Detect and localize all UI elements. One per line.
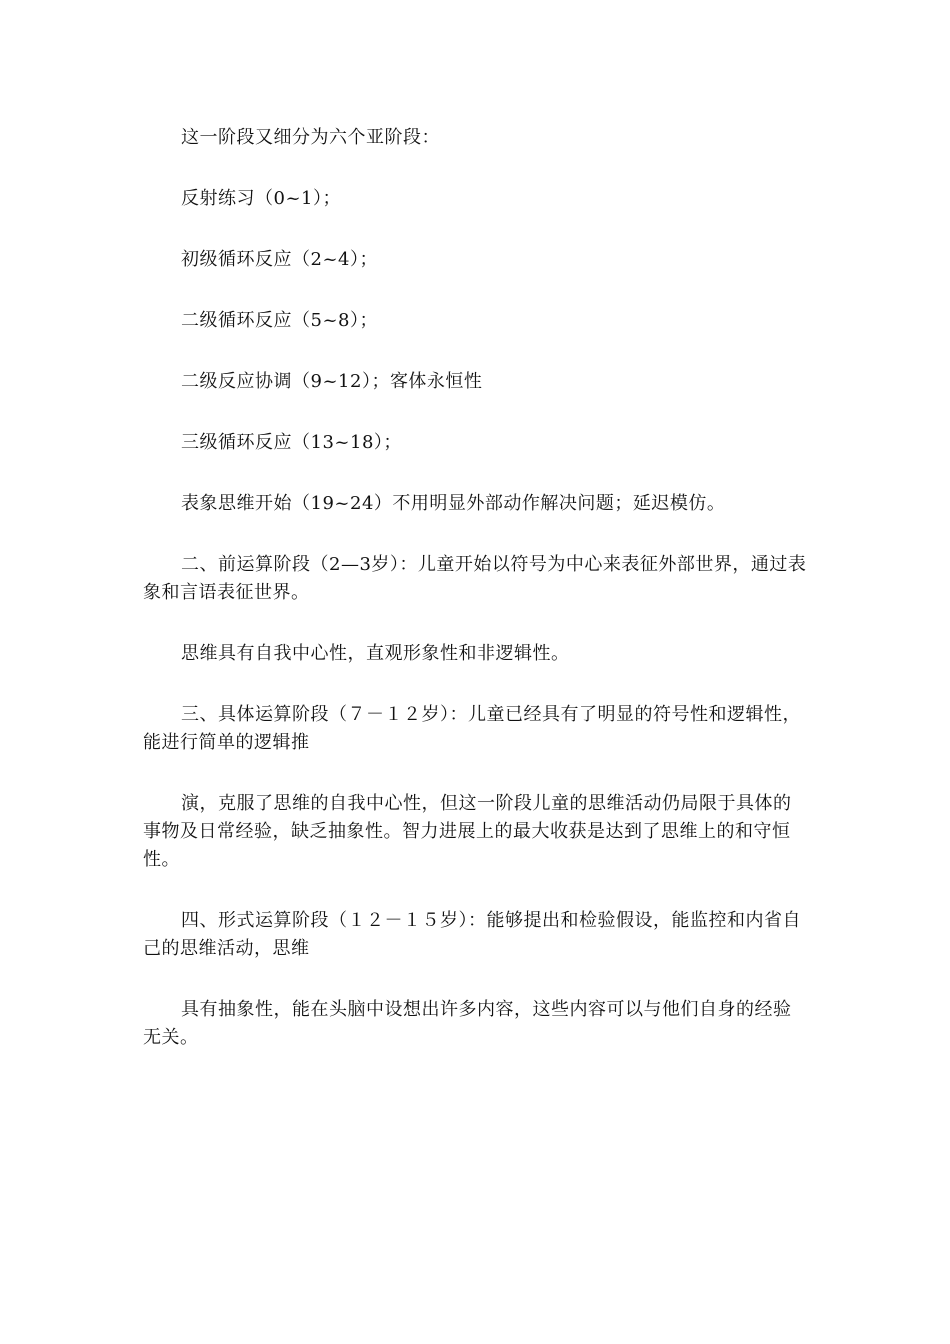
paragraph: 反射练习（0~1）；	[181, 188, 341, 209]
paragraph: 二级反应协调（9~12）；客体永恒性	[181, 371, 483, 392]
paragraph: 二级循环反应（5~8）；	[181, 310, 378, 331]
paragraph: 表象思维开始（19~24）不用明显外部动作解决问题；延迟模仿。	[181, 493, 726, 514]
paragraph: 三、具体运算阶段（７－１２岁）：儿童已经具有了明显的符号性和逻辑性，能进行简单的逻辑推	[143, 704, 801, 753]
paragraph: 演，克服了思维的自我中心性，但这一阶段儿童的思维活动仍局限于具体的事物及日常经验，缺乏抽象性。智力进展上的最大收获是达到了思维上的和守恒性。	[143, 793, 792, 870]
paragraph: 三级循环反应（13~18）；	[181, 432, 402, 453]
paragraph: 二、前运算阶段（2—3岁）：儿童开始以符号为中心来表征外部世界，通过表象和言语表征世界。	[143, 554, 807, 603]
paragraph: 思维具有自我中心性，直观形象性和非逻辑性。	[181, 643, 570, 664]
paragraph: 这一阶段又细分为六个亚阶段：	[181, 127, 440, 148]
paragraph: 初级循环反应（2~4）；	[181, 249, 378, 270]
document-body	[143, 124, 808, 1085]
paragraph: 具有抽象性，能在头脑中设想出许多内容，这些内容可以与他们自身的经验无关。	[143, 999, 792, 1048]
paragraph: 四、形式运算阶段（１２－１５岁）：能够提出和检验假设，能监控和内省自己的思维活动，思维	[143, 910, 801, 959]
